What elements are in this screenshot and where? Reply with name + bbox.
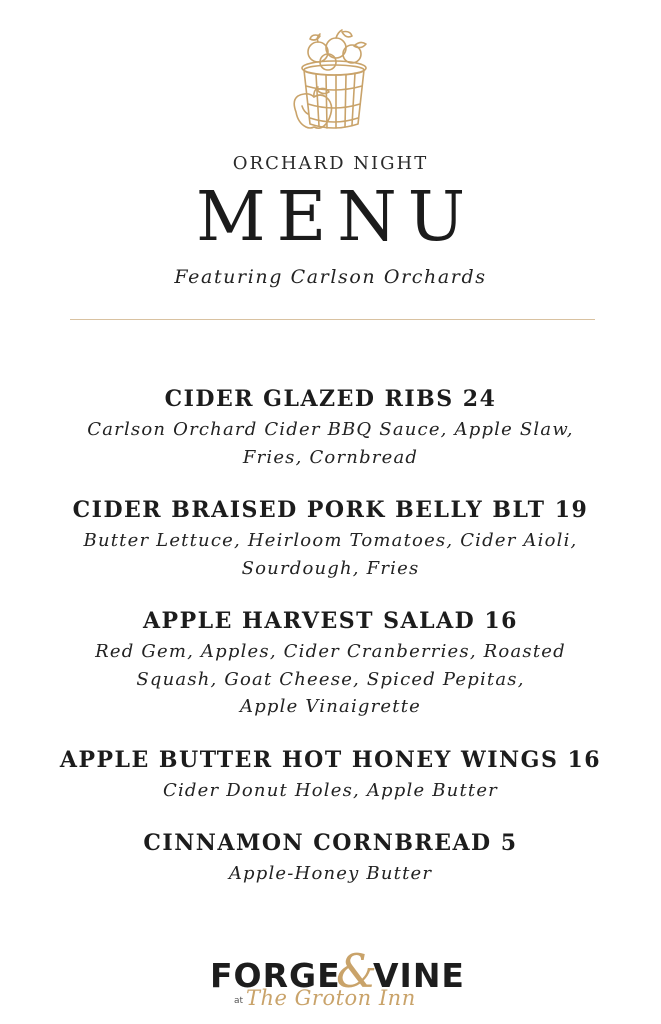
menu-eyebrow: ORCHARD NIGHT <box>232 153 429 174</box>
menu-item-description-line: Apple-Honey Butter <box>228 863 433 884</box>
menu-item <box>0 382 661 471</box>
header-divider <box>70 319 595 320</box>
menu-item-name: APPLE HARVEST SALAD 16 <box>142 608 518 634</box>
menu-item-description-line: Butter Lettuce, Heirloom Tomatoes, Cider Aioli, <box>83 530 578 551</box>
menu-item-name: CIDER GLAZED RIBS 24 <box>164 386 497 412</box>
apple-basket-icon <box>284 24 378 136</box>
menu-item <box>0 826 661 888</box>
menu-item-description-line: Red Gem, Apples, Cider Cranberries, Roasted <box>95 641 566 662</box>
brand-word-forge: FORGE <box>210 956 341 995</box>
menu-item-name: CIDER BRAISED PORK BELLY BLT 19 <box>72 497 589 523</box>
menu-subtitle: Featuring Carlson Orchards <box>174 266 487 288</box>
menu-item <box>0 493 661 582</box>
menu-item <box>0 604 661 721</box>
menu-item-name: CINNAMON CORNBREAD 5 <box>143 830 518 856</box>
brand-at: at <box>234 996 244 1006</box>
menu-item-description-line: Fries, Cornbread <box>242 446 419 468</box>
menu-item-description <box>0 777 661 805</box>
forge-vine-logo <box>0 944 661 1020</box>
menu-item-description-line: Cider Donut Holes, Apple Butter <box>163 779 498 801</box>
brand-word-vine: VINE <box>373 956 465 995</box>
menu-item-description <box>0 416 661 471</box>
menu-item-description <box>0 638 661 721</box>
menu-item-description-line: Sourdough, Fries <box>241 557 420 579</box>
menu-item-name: APPLE BUTTER HOT HONEY WINGS 16 <box>59 746 602 773</box>
menu-item-description <box>0 860 661 888</box>
menu-list <box>0 382 661 910</box>
menu-item-description-line: Apple Vinaigrette <box>240 696 421 717</box>
brand-ampersand: & <box>336 944 377 998</box>
menu-title: MENU <box>195 178 477 257</box>
brand-inn-name: The Groton Inn <box>246 986 416 1010</box>
menu-item-description-line: Carlson Orchard Cider BBQ Sauce, Apple Slaw, <box>87 419 574 440</box>
menu-item-description-line: Squash, Goat Cheese, Spiced Pepitas, <box>136 668 525 690</box>
menu-item <box>0 743 661 805</box>
menu-item-description <box>0 527 661 582</box>
